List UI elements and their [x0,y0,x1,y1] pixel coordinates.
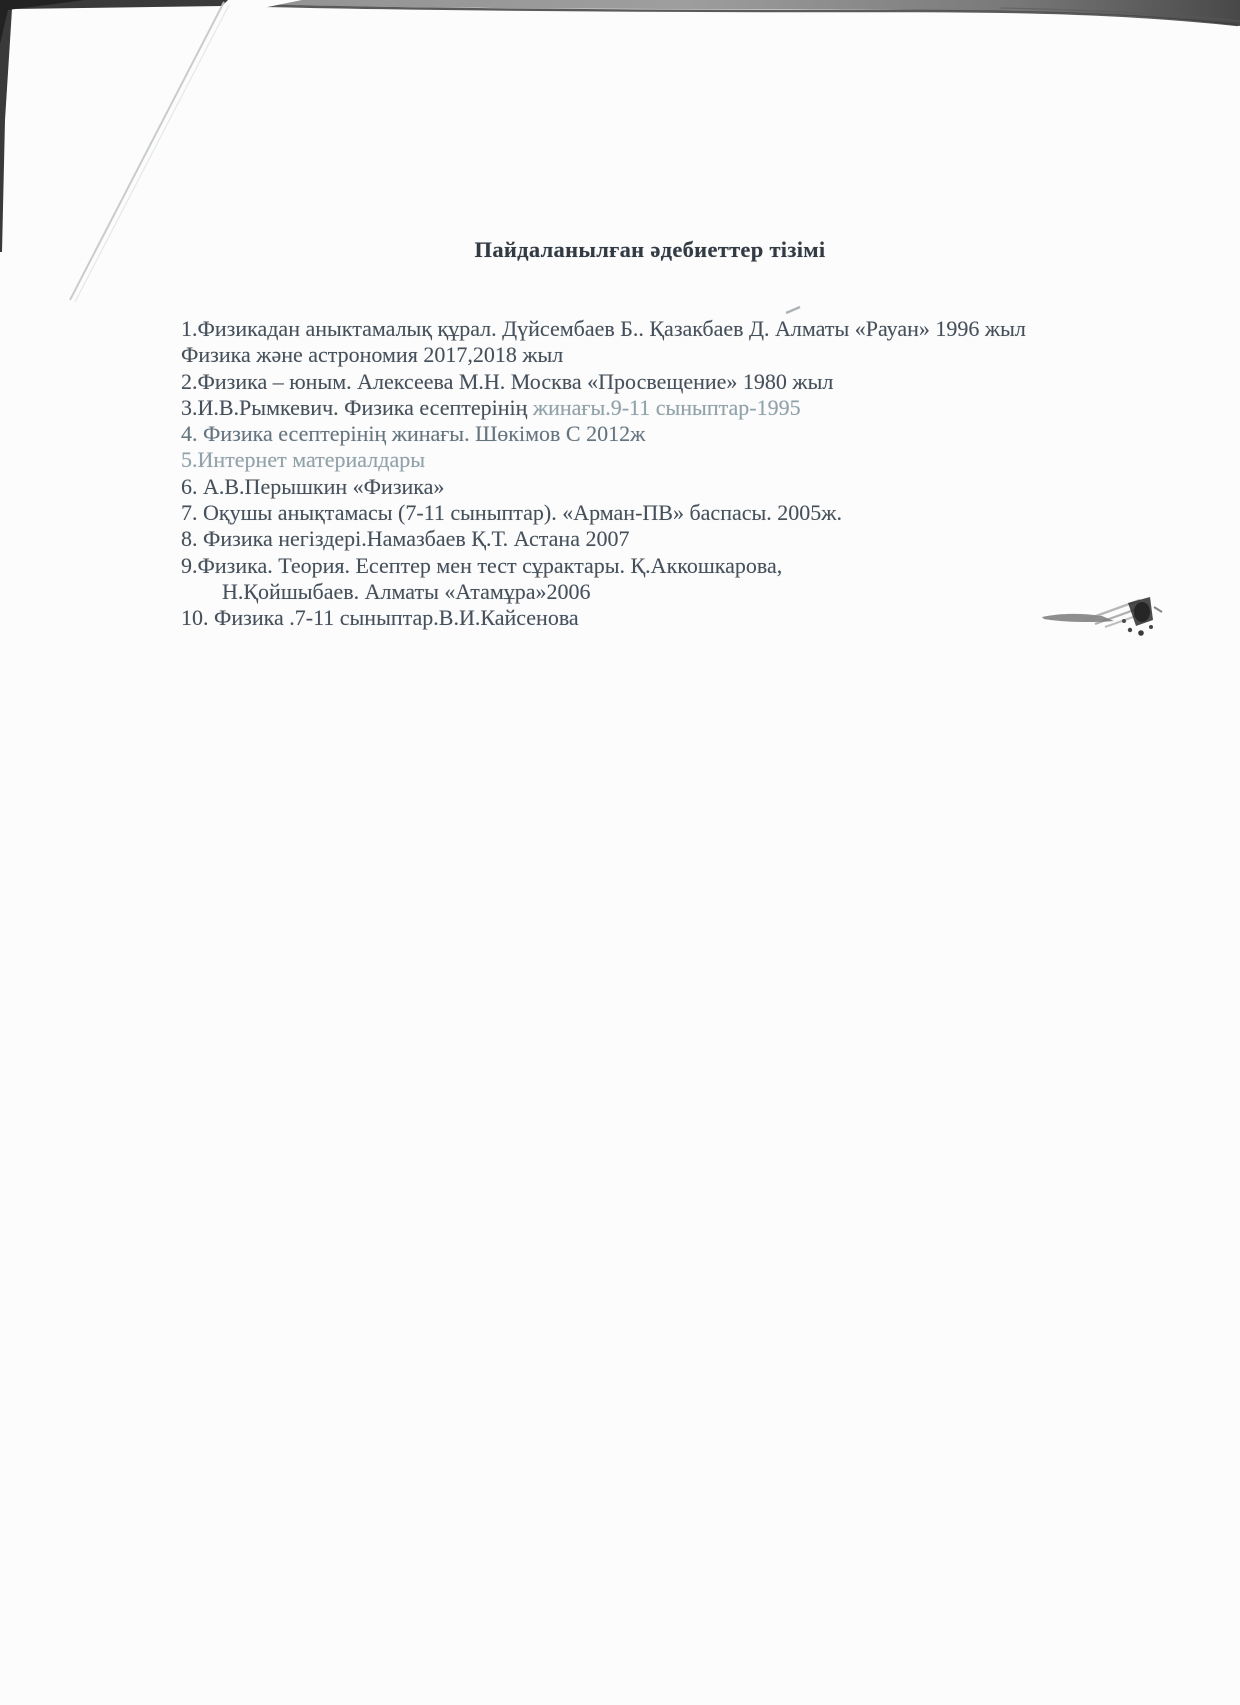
reference-text: 7. Оқушы анықтамасы (7-11 сыныптар). «Арман-ПВ» баспасы. 2005ж. [181,500,842,526]
scanner-edge-strip [226,0,1240,26]
reference-text: Н.Қойшыбаев. Алматы «Атамұра»2006 [222,578,591,604]
reference-line [181,395,1141,421]
reference-line [181,342,1141,368]
reference-text: 10. Физика .7-11 сыныптар.В.И.Кайсенова [181,605,579,631]
page-corner-sliver [224,0,302,13]
reference-text: 3.И.В.Рымкевич. Физика есептерінің [181,394,533,420]
reference-line [181,605,1141,631]
reference-line [181,369,1141,395]
reference-line [181,421,1141,447]
reference-text: 9.Физика. Теория. Есептер мен тест сұрактары. Қ.Аккошкарова, [181,552,783,578]
reference-text: 4. Физика есептерінің жинағы. Шөкімов С 2012ж [181,421,646,447]
reference-text: 5.Интернет материалдары [181,447,425,473]
reference-line [181,474,1141,500]
reference-line [181,447,1141,473]
reference-line [181,553,1141,579]
scan-corner-darkest [0,0,85,44]
reference-text: 6. А.В.Перышкин «Физика» [181,473,445,499]
reference-list [181,316,1141,632]
scanner-edge-line [234,5,1238,25]
reference-text: Физика және астрономия 2017,2018 жыл [181,342,564,368]
scan-corner-dark [0,0,228,252]
reference-text: 2.Физика – юным. Алексеева М.Н. Москва «Просвещение» 1980 жыл [181,368,834,394]
reference-text: 8. Физика негіздері.Намазбаев Қ.Т. Астана 2007 [181,526,630,552]
reference-line [181,500,1141,526]
reference-text-faint: жинағы.9-11 сыныптар-1995 [532,394,801,420]
reference-line-continuation [181,579,1141,605]
reference-line [181,316,1141,342]
reference-text: 1.Физикадан аныктамалық құрал. Дүйсембаев Б.. Қазакбаев Д. Алматы «Рауан» 1996 жыл [181,316,1026,341]
document-title: Пайдаланылған әдебиеттер тізімі [474,237,826,262]
reference-line [181,526,1141,552]
pen-tick-mark [786,307,800,313]
scanner-edge-line-2 [1000,8,1240,21]
